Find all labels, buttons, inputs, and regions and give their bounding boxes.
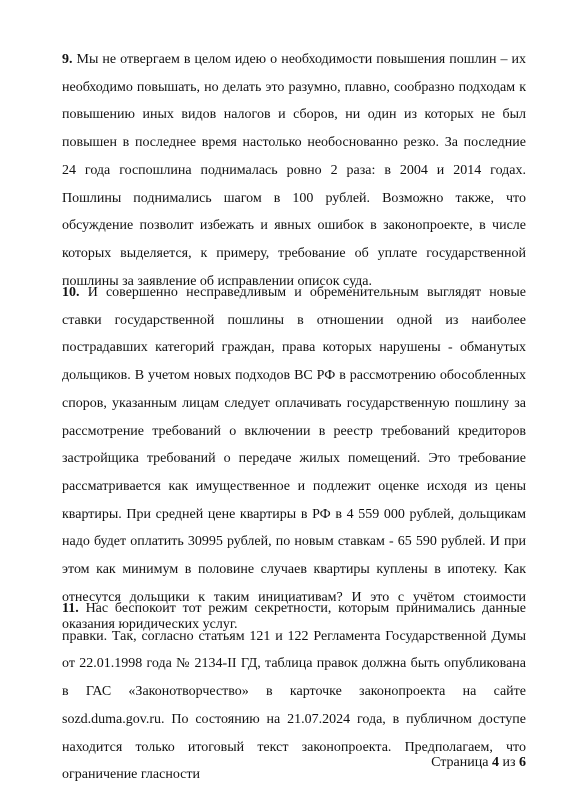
paragraph-text: Нас беспокоит тот режим секретности, которым принимались данные правки. Так, согласно статьям 121 и 122 Регламента Государственной Думы от 22.01.1998 года № 2134-II ГД, таблица правок должна быть опубликована в ГАС «Законотворчество» в карточке законопроекта на сайте sozd.duma.gov.ru. По состоянию на 21.07.2024 года, в публичном доступе находится только итоговый текст законопроекта. Предполагаем, что ограничение гласности	[62, 601, 526, 783]
paragraph-text: Мы не отвергаем в целом идею о необходимости повышения пошлин – их необходимо повышать, но делать это разумно, плавно, сообразно подходам к повышению иных видов налогов и сборов, ни один из которых не был повышен в последнее время настолько необоснованно резко. За последние 24 года госпошлина поднималась ровно 2 раза: в 2004 и 2014 годах. Пошлины поднимались шагом в 100 рублей. Возможно также, что обсуждение позволит избежать и явных ошибок в законопроекте, в числе которых выделяется, к примеру, требование об уплате государственной пошлины за заявление об исправлении описок суда.	[62, 52, 526, 289]
total-pages: 6	[519, 755, 526, 770]
paragraph-number: 10.	[62, 285, 80, 300]
paragraph-10	[62, 279, 526, 639]
paragraph-number: 11.	[62, 601, 79, 616]
paragraph-9	[62, 46, 526, 295]
page-separator: из	[502, 755, 516, 770]
page-number-footer	[431, 754, 526, 772]
paragraph-number: 9.	[62, 52, 73, 67]
current-page: 4	[491, 755, 499, 770]
page-label: Страница	[431, 755, 489, 770]
paragraph-text: И совершенно несправедливым и обременительным выглядят новые ставки государственной пошлины в отношении одной из наиболее пострадавших категорий граждан, права которых нарушены - обманутых дольщиков. В учетом новых подходов ВС РФ в рассмотрению обособленных споров, указанным лицам следует оплачивать государственную пошлину за рассмотрение требований о включении в реестр требований кредиторов застройщика требований о передаче жилых помещений. Это требование рассматривается как имущественное и подлежит оценке исходя из цены квартиры. При средней цене квартиры в РФ в 4 559 000 рублей, дольщикам надо будет оплатить 30995 рублей, по новым ставкам - 65 590 рублей. И при этом как минимум в половине случаев квартиры куплены в ипотеку. Как отнесутся дольщики к таким инициативам? И это с учётом стоимости оказания юридических услуг.	[62, 285, 527, 633]
